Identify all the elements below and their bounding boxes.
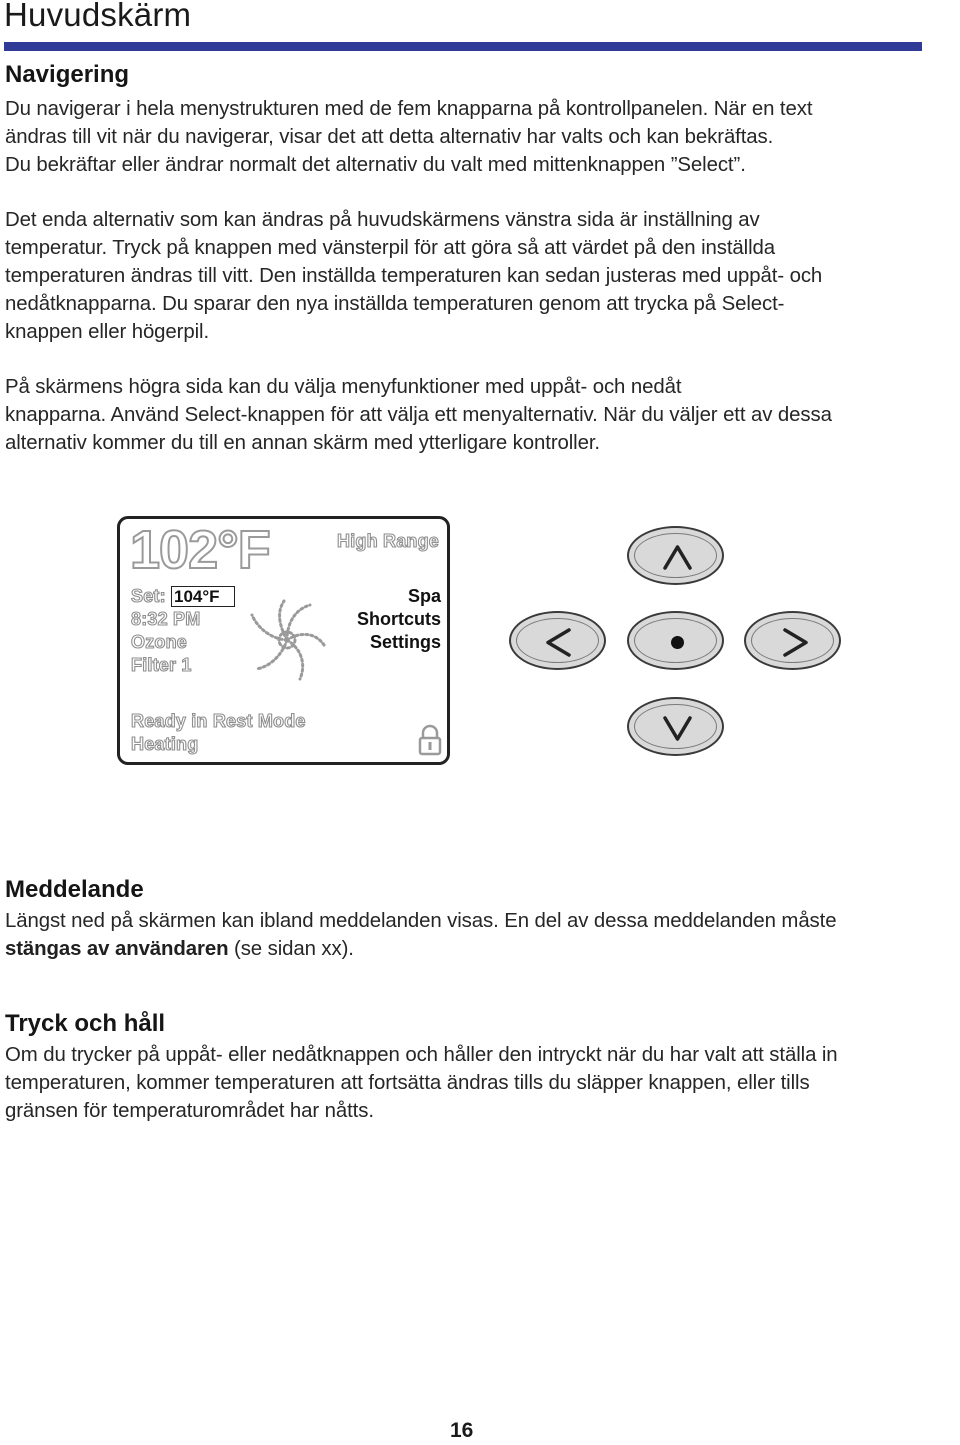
chevron-right-icon [746, 613, 843, 672]
text-line: nedåtknapparna. Du sparar den nya inställda temperaturen genom att trycka på Select- [5, 293, 785, 315]
right-button[interactable] [744, 611, 841, 670]
text-line: Det enda alternativ som kan ändras på huvudskärmens vänstra sida är inställning av [5, 209, 760, 231]
text-line: Du bekräftar eller ändrar normalt det alternativ du valt med mittenknappen ”Select”. [5, 154, 746, 176]
text-line: knapparna. Använd Select-knappen för att välja ett menyalternativ. När du väljer ett av dessa [5, 404, 832, 426]
chevron-down-icon [629, 699, 726, 758]
range-label: High Range [337, 531, 440, 551]
heading-tryck-och-hall: Tryck och håll [5, 1010, 166, 1037]
page-number: 16 [450, 1419, 474, 1442]
page-title: Huvudskärm [4, 0, 192, 33]
heading-meddelande: Meddelande [5, 876, 144, 903]
text-line: temperaturen ändras till vitt. Den inställda temperaturen kan sedan justeras med uppåt- och [5, 265, 823, 287]
menu-item-shortcuts[interactable]: Shortcuts [356, 609, 441, 629]
navigering-paragraph-3 [5, 373, 960, 457]
tryck-paragraph [5, 1041, 960, 1125]
status-message-1: Ready in Rest Mode [131, 711, 306, 731]
time-label: 8:32 PM [131, 609, 201, 629]
text-line: På skärmens högra sida kan du välja menyfunktioner med uppåt- och nedåt [5, 376, 682, 398]
set-temperature-value[interactable]: 104°F [171, 586, 235, 607]
set-label: Set: [131, 586, 166, 606]
heading-navigering: Navigering [5, 61, 130, 88]
text-line: (se sidan xx). [228, 938, 354, 960]
spa-display-panel [117, 516, 450, 765]
menu-item-settings[interactable]: Settings [369, 632, 441, 652]
left-button[interactable] [509, 611, 606, 670]
chevron-up-icon [629, 528, 726, 587]
swirl-icon [246, 597, 328, 683]
current-temperature: 102°F [130, 520, 270, 580]
text-line: Du navigerar i hela menystrukturen med de fem knapparna på kontrollpanelen. När en text [5, 98, 813, 120]
text-line: temperaturen, kommer temperaturen att fortsätta ändras tills du släpper knappen, eller tills [5, 1072, 810, 1094]
navigering-paragraph-1 [5, 95, 960, 179]
dot-icon [629, 613, 726, 672]
chevron-left-icon [511, 613, 608, 672]
navigering-paragraph-2 [5, 206, 960, 346]
text-line: alternativ kommer du till en annan skärm med ytterligare kontroller. [5, 432, 600, 454]
text-line: temperatur. Tryck på knappen med vänsterpil för att göra så att värdet på den inställda [5, 237, 775, 259]
bold-text: stängas av användaren [5, 938, 229, 960]
ozone-label: Ozone [131, 632, 188, 652]
filter-label: Filter 1 [131, 655, 192, 675]
text-line: knappen eller högerpil. [5, 321, 210, 343]
up-button[interactable] [627, 526, 724, 585]
down-button[interactable] [627, 697, 724, 756]
text-line: ändras till vit när du navigerar, visar det att detta alternativ har valts och kan bekräftas. [5, 126, 774, 148]
text-line: Om du trycker på uppåt- eller nedåtknappen och håller den intryckt när du har valt att ställa in [5, 1044, 838, 1066]
text-line: gränsen för temperaturområdet har nåtts. [5, 1100, 374, 1122]
select-button[interactable] [627, 611, 724, 670]
text-line: Längst ned på skärmen kan ibland meddelanden visas. En del av dessa meddelanden måste [5, 910, 837, 932]
title-rule [4, 42, 922, 51]
meddelande-paragraph [5, 907, 960, 963]
menu-item-spa[interactable]: Spa [407, 586, 441, 606]
status-message-2: Heating [131, 734, 199, 754]
lock-icon [418, 724, 442, 756]
